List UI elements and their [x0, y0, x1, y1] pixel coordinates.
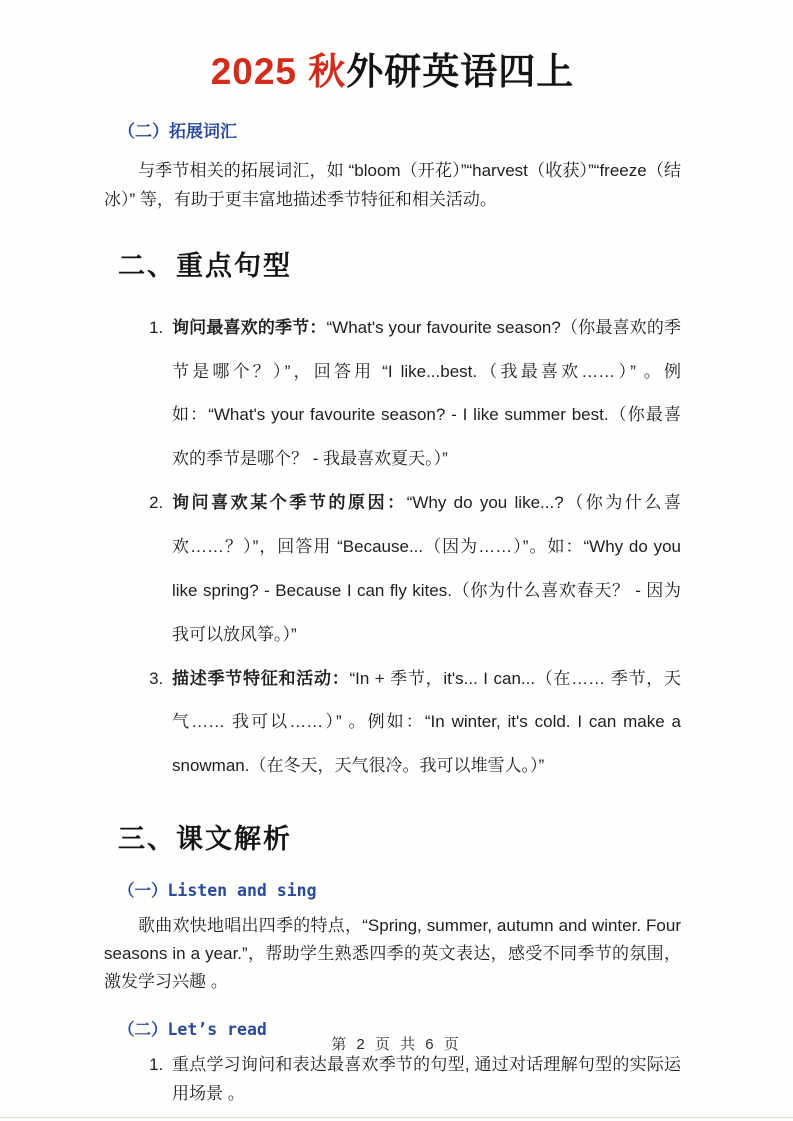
- scan-edge-line: [0, 1117, 793, 1118]
- listen-and-sing-heading: （一）Listen and sing: [118, 881, 317, 901]
- list-item: [168, 306, 681, 481]
- vocab-section-heading: （二）拓展词汇: [118, 122, 237, 142]
- list-item: [168, 481, 681, 656]
- listen-and-sing-paragraph: 歌曲欢快地唱出四季的特点，“Spring, summer, autumn and winter. Four seasons in a year.”，帮助学生熟悉四季的英文表达，感受不同季节的氛围，激发学习兴趣 。: [104, 916, 681, 992]
- text-analysis-heading: 三、课文解析: [118, 824, 292, 855]
- title-year-season: 2025 秋: [210, 51, 347, 92]
- key-sentences-list: [140, 306, 681, 788]
- list-item-body: “In + 季节，it's... I can...（在…… 季节，天气…… 我可以……）” 。例如：“In winter, it's cold. I can make a snowman.（在冬天，天气很冷。我可以堆雪人。）”: [172, 668, 682, 776]
- key-sentences-heading: 二、重点句型: [118, 250, 292, 281]
- list-item-body: “Why do you like...?（你为什么喜欢……？）”，回答用 “Because...（因为……）”。如：“Why do you like spring? - Because I can fly kites.（你为什么喜欢春天？ - 因为我可以放风筝。）”: [172, 493, 682, 644]
- vocab-paragraph: 与季节相关的拓展词汇，如 “bloom（开花）”“harvest（收获）”“freeze（结冰）” 等，有助于更丰富地描述季节特征和相关活动。: [104, 161, 681, 210]
- list-item-body: “What's your favourite season?（你最喜欢的季节是哪个？）”，回答用 “I like...best.（我最喜欢……）” 。例如：“What's your favourite season? - I like summer best.（你最喜欢的季节是哪个？ - 我最喜欢夏天。）”: [172, 317, 681, 469]
- list-item: [168, 657, 681, 789]
- document-title: [104, 50, 681, 94]
- title-book-name: 外研英语四上: [346, 51, 575, 92]
- listen-and-sing-block: [104, 879, 681, 996]
- lets-read-heading: （二）Let’s read: [118, 1020, 267, 1040]
- list-item-lead: 询问喜欢某个季节的原因：: [172, 493, 407, 513]
- lets-read-block: [104, 1018, 681, 1108]
- list-item: 1. 重点学习询问和表达最喜欢季节的句型, 通过对话理解句型的实际运用场景 。: [168, 1051, 681, 1108]
- list-item-lead: 询问最喜欢的季节：: [172, 317, 327, 337]
- list-item-lead: 描述季节特征和活动：: [172, 668, 350, 688]
- page-number-footer: 第 2 页 共 6 页: [331, 1036, 462, 1053]
- lets-read-list: [140, 1051, 681, 1108]
